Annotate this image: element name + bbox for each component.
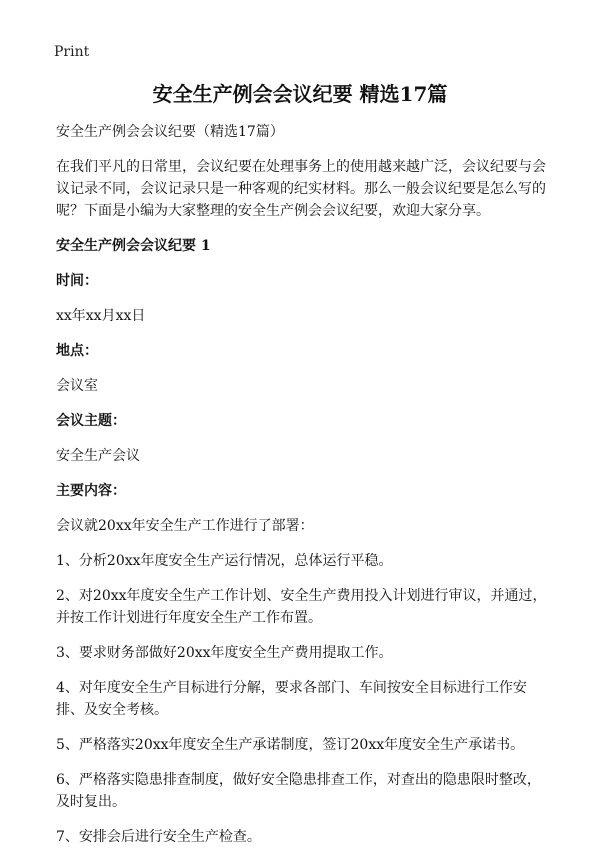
list-item: 5、严格落实20xx年度安全生产承诺制度，签订20xx年度安全生产承诺书。 bbox=[56, 737, 525, 753]
list-item: 6、严格落实隐患排查制度，做好安全隐患排查工作，对查出的隐患限时整改，及时复出。 bbox=[56, 772, 541, 810]
place-value: 会议室 bbox=[56, 378, 98, 394]
topic-value: 安全生产会议 bbox=[56, 448, 140, 464]
subtitle: 安全生产例会会议纪要（精选17篇） bbox=[56, 124, 284, 140]
intro-paragraph: 在我们平凡的日常里，会议纪要在处理事务上的使用越来越广泛，会议纪要与会议记录不同，会议记录只是一种客观的纪实材料。那么一般会议纪要是怎么写的呢？下面是小编为大家整理的安全生产例会会议纪要，欢迎大家分享。 bbox=[56, 159, 546, 219]
time-label: 时间： bbox=[56, 273, 98, 289]
list-item: 1、分析20xx年度安全生产运行情况，总体运行平稳。 bbox=[56, 553, 393, 569]
list-item: 4、对年度安全生产目标进行分解，要求各部门、车间按安全目标进行工作安排、及安全考核。 bbox=[56, 680, 527, 718]
list-item: 3、要求财务部做好20xx年度安全生产费用提取工作。 bbox=[56, 645, 393, 661]
list-item: 7、安排会后进行安全生产检查。 bbox=[56, 829, 261, 845]
content-intro: 会议就20xx年安全生产工作进行了部署： bbox=[56, 518, 314, 534]
place-label: 地点： bbox=[56, 343, 98, 359]
document-title: 安全生产例会会议纪要 精选17篇 bbox=[152, 82, 448, 106]
print-link[interactable]: Print bbox=[54, 44, 90, 60]
list-item: 2、对20xx年度安全生产工作计划、安全生产费用投入计划进行审议，并通过，并按工作计划进行年度安全生产工作布置。 bbox=[56, 588, 547, 626]
topic-label: 会议主题： bbox=[56, 413, 126, 429]
section-heading: 安全生产例会会议纪要 1 bbox=[56, 238, 211, 254]
content-label: 主要内容： bbox=[56, 483, 126, 499]
document-body bbox=[56, 121, 551, 861]
time-value: xx年xx月xx日 bbox=[56, 308, 146, 324]
